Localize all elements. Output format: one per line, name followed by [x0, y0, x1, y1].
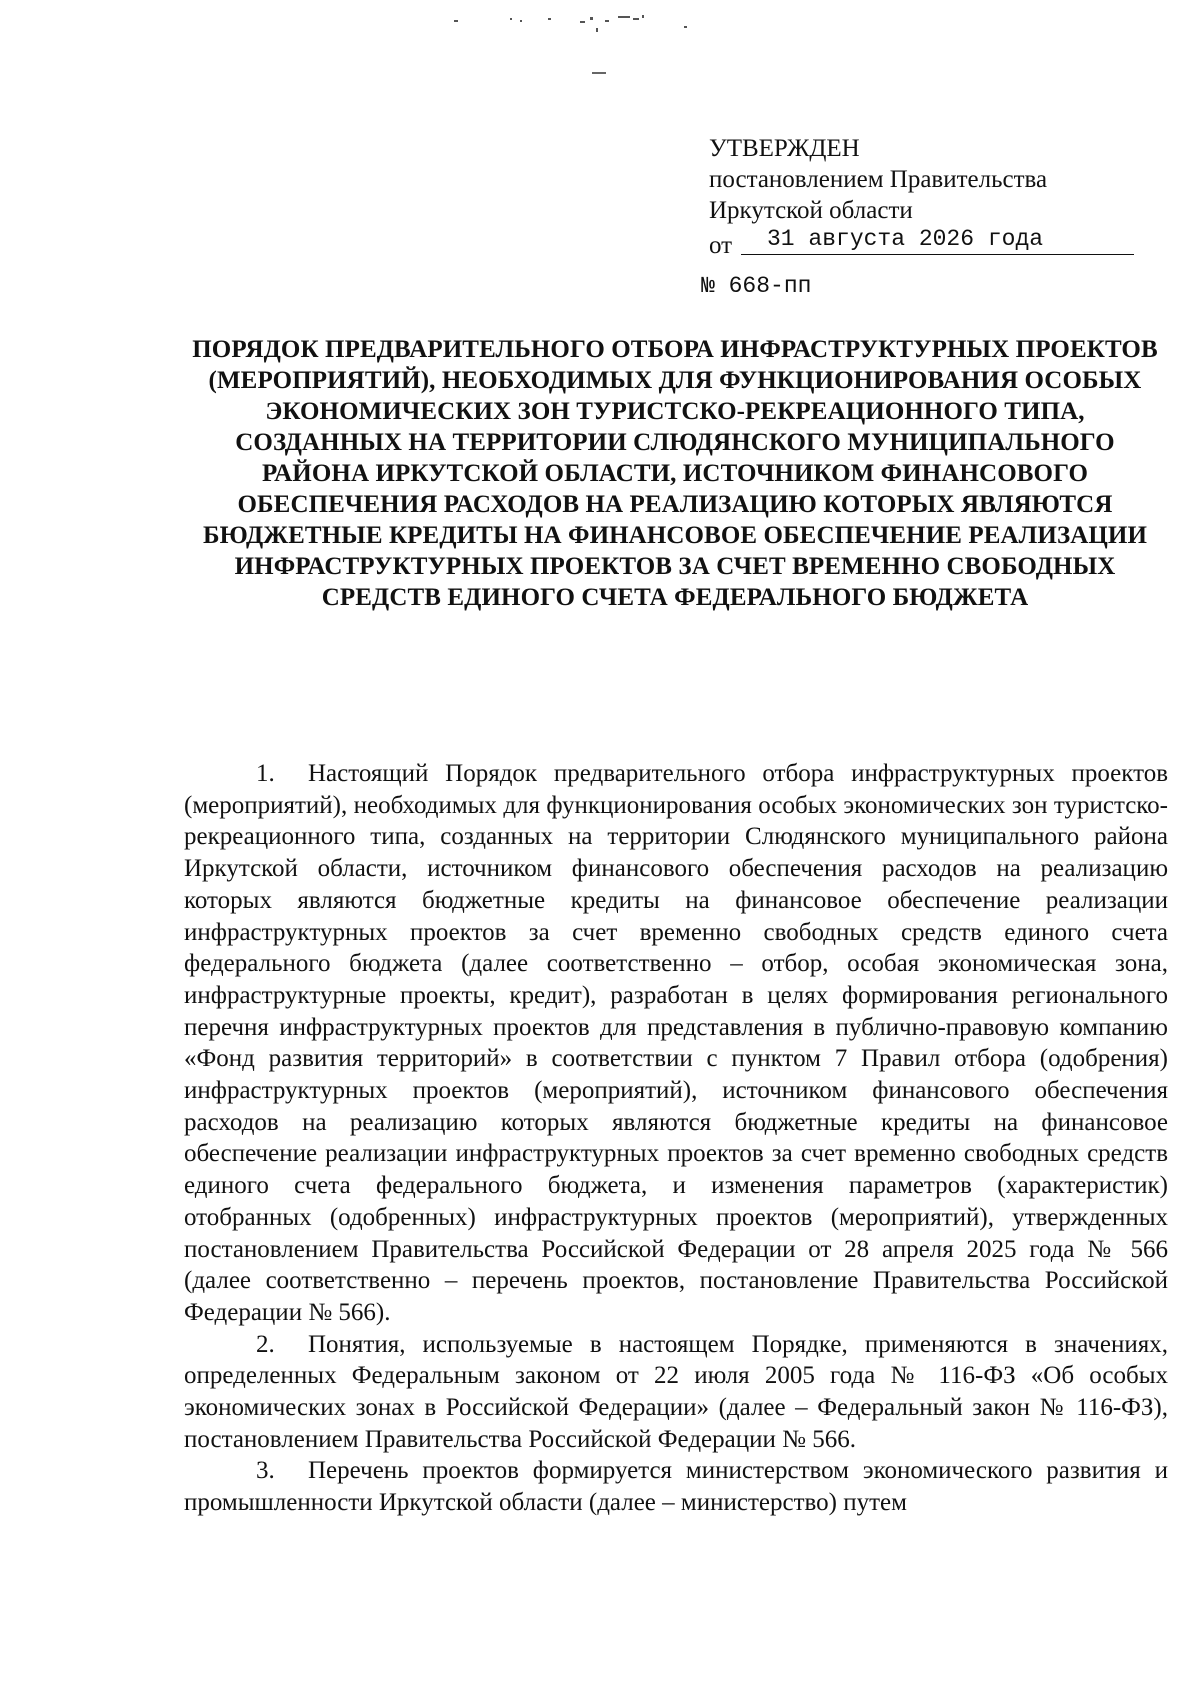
- paragraph: [184, 758, 1168, 1329]
- approval-stamp: [701, 133, 1109, 299]
- paragraph: [184, 1329, 1168, 1456]
- approval-status: УТВЕРЖДЕН: [709, 135, 860, 162]
- approval-date-prefix: от: [709, 232, 733, 259]
- document-body: [184, 758, 1168, 1519]
- approval-date: 31 августа 2026 года: [741, 224, 1134, 255]
- approval-issuer: постановлением Правительства: [709, 166, 1048, 193]
- paragraph-number: 1.: [256, 760, 275, 787]
- approval-date-row: [709, 226, 1109, 257]
- paragraph: [184, 1455, 1168, 1518]
- paragraph-text: Понятия, используемые в настоящем Порядке, применяются в значениях, определенных Федеральным законом от 22 июля 2005 года № 116-ФЗ «Об особых экономических зонах в Российской Федерации» (далее – Федеральный закон № 116-ФЗ), постановлением Правительства Российской Федерации № 566.: [184, 1330, 1168, 1453]
- approval-region: Иркутской области: [709, 197, 913, 224]
- scan-artifact: [592, 70, 606, 76]
- paragraph-text: Перечень проектов формируется министерством экономического развития и промышленности Иркутской области (далее – министерство) путем: [184, 1457, 1168, 1517]
- paragraph-number: 3.: [256, 1457, 275, 1485]
- paragraph-number: 2.: [256, 1330, 275, 1358]
- document-title: ПОРЯДОК ПРЕДВАРИТЕЛЬНОГО ОТБОРА ИНФРАСТРУКТУРНЫХ ПРОЕКТОВ (МЕРОПРИЯТИЙ), НЕОБХОДИМЫХ ДЛЯ ФУНКЦИОНИРОВАНИЯ ОСОБЫХ ЭКОНОМИЧЕСКИХ ЗОН ТУРИСТСКО-РЕКРЕАЦИОННОГО ТИПА, СОЗДАННЫХ НА ТЕРРИТОРИИ СЛЮДЯНСКОГО МУНИЦИПАЛЬНОГО РАЙОНА ИРКУТСКОЙ ОБЛАСТИ, ИСТОЧНИКОМ ФИНАНСОВОГО ОБЕСПЕЧЕНИЯ РАСХОДОВ НА РЕАЛИЗАЦИЮ КОТОРЫХ ЯВЛЯЮТСЯ БЮДЖЕТНЫЕ КРЕДИТЫ НА ФИНАНСОВОЕ ОБЕСПЕЧЕНИЕ РЕАЛИЗАЦИИ ИНФРАСТРУКТУРНЫХ ПРОЕКТОВ ЗА СЧЕТ ВРЕМЕННО СВОБОДНЫХ СРЕДСТВ ЕДИНОГО СЧЕТА ФЕДЕРАЛЬНОГО БЮДЖЕТА: [192, 336, 1158, 611]
- paragraph-text: Настоящий Порядок предварительного отбора инфраструктурных проектов (мероприятий), необходимых для функционирования особых экономических зон туристско-рекреационного типа, созданных на территории Слюдянского муниципального района Иркутской области, источником финансового обеспечения расходов на реализацию которых являются бюджетные кредиты на финансовое обеспечение реализации инфраструктурных проектов за счет временно свободных средств единого счета федерального бюджета (далее соответственно – отбор, особая экономическая зона, инфраструктурные проекты, кредит), разработан в целях формирования регионального перечня инфраструктурных проектов для представления в публично-правовую компанию «Фонд развития территорий» в соответствии с пунктом 7 Правил отбора (одобрения) инфраструктурных проектов (мероприятий), источником финансового обеспечения расходов на реализацию которых являются бюджетные кредиты на финансовое обеспечение реализации инфраструктурных проектов за счет временно свободных средств единого счета федерального бюджета, и изменения параметров (характеристик) отобранных (одобренных) инфраструктурных проектов (мероприятий), утвержденных постановлением Правительства Российской Федерации от 28 апреля 2025 года № 566 (далее соответственно – перечень проектов, постановление Правительства Российской Федерации № 566).: [184, 760, 1168, 1326]
- approval-number: № 668-пп: [701, 273, 812, 299]
- scan-artifact: [440, 8, 700, 36]
